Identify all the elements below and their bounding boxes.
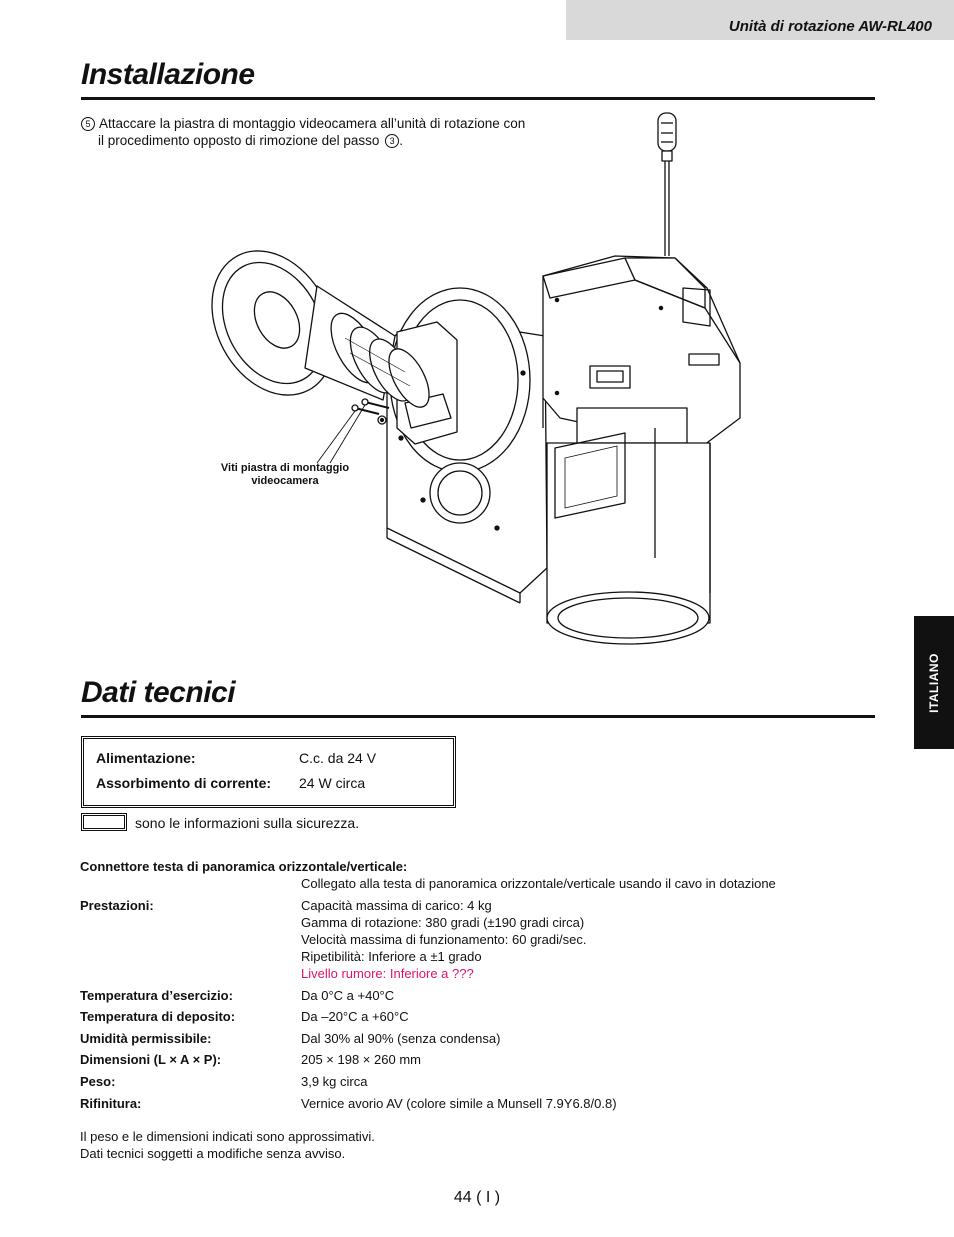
spec-row (80, 1030, 880, 1047)
performance-line: Ripetibilità: Inferiore a ±1 grado (301, 949, 482, 964)
performance-label: Prestazioni: (80, 898, 154, 913)
spec-label: Temperatura d’esercizio: (80, 988, 233, 1003)
screws-graphic (352, 399, 389, 414)
callout-leaders (317, 405, 365, 463)
spec-row (80, 1008, 880, 1025)
language-side-tab (914, 616, 954, 749)
note-line: Dati tecnici soggetti a modifiche senza avviso. (80, 1146, 346, 1161)
spec-row (80, 1095, 880, 1112)
camera-plate-screws-callout (205, 462, 365, 488)
section-title-installazione: Installazione (81, 58, 255, 91)
specifications-list (80, 858, 880, 1112)
performance-line: Velocità massima di funzionamento: 60 gradi/sec. (301, 932, 587, 947)
connector-label: Connettore testa di panoramica orizzontale/verticale: (80, 859, 408, 874)
spec-label: Dimensioni (L × A × P): (80, 1052, 222, 1067)
spec-label: Temperatura di deposito: (80, 1009, 236, 1024)
connector-row (80, 875, 880, 892)
spec-notes (80, 1128, 375, 1162)
spec-row (80, 987, 880, 1004)
lens-graphic (205, 230, 437, 417)
spec-label: Peso: (80, 1074, 116, 1089)
rotation-unit-illustration (205, 108, 750, 653)
spec-row (80, 1073, 880, 1090)
antenna-graphic (658, 113, 676, 256)
current-label: Assorbimento di corrente: (96, 775, 272, 791)
spec-label: Umidità permissibile: (80, 1031, 212, 1046)
spec-value: 3,9 kg circa (301, 1074, 368, 1089)
callout-line2: videocamera (251, 475, 319, 487)
power-label: Alimentazione: (96, 750, 196, 766)
performance-line: Gamma di rotazione: 380 gradi (±190 gradi circa) (301, 915, 585, 930)
base-cylinder-graphic (547, 408, 710, 644)
performance-row (80, 897, 880, 982)
step-text-line2: il procedimento opposto di rimozione del passo (98, 133, 380, 148)
connector-value: Collegato alla testa di panoramica orizzontale/verticale usando il cavo in dotazione (301, 876, 776, 891)
current-row (96, 775, 365, 791)
header-band (566, 0, 954, 40)
section-rule (81, 715, 875, 718)
step-text-end: . (399, 133, 403, 148)
safety-note-text: sono le informazioni sulla sicurezza. (135, 815, 360, 831)
performance-noise-line: Livello rumore: Inferiore a ??? (301, 966, 474, 981)
performance-line: Capacità massima di carico: 4 kg (301, 898, 492, 913)
spec-value: Vernice avorio AV (colore simile a Munsell 7.9Y6.8/0.8) (301, 1096, 617, 1111)
spec-value: Da –20°C a +60°C (301, 1009, 409, 1024)
spec-value: Dal 30% al 90% (senza condensa) (301, 1031, 501, 1046)
spec-value: 205 × 198 × 260 mm (301, 1052, 421, 1067)
language-tab-label: ITALIANO (927, 652, 941, 713)
page-number: 44 ( I ) (453, 1189, 501, 1206)
power-row (96, 750, 376, 766)
safety-note (81, 813, 359, 831)
section-title-dati-tecnici: Dati tecnici (81, 676, 236, 709)
step-text-line1: Attaccare la piastra di montaggio videocamera all’unità di rotazione con (99, 116, 526, 131)
performance-value (301, 897, 880, 982)
callout-line1: Viti piastra di montaggio (220, 462, 350, 474)
power-value: C.c. da 24 V (299, 750, 377, 766)
safety-box-symbol (81, 813, 127, 831)
note-line: Il peso e le dimensioni indicati sono approssimativi. (80, 1129, 375, 1144)
current-value: 24 W circa (299, 775, 366, 791)
spec-row (80, 1051, 880, 1068)
header-title: Unità di rotazione AW-RL400 (728, 18, 932, 35)
section-rule (81, 97, 875, 100)
power-safety-box (81, 736, 456, 808)
spec-label: Rifinitura: (80, 1096, 142, 1111)
step-number-badge: 5 (81, 117, 95, 131)
step-ref-badge: 3 (385, 134, 399, 148)
spec-value: Da 0°C a +40°C (301, 988, 395, 1003)
